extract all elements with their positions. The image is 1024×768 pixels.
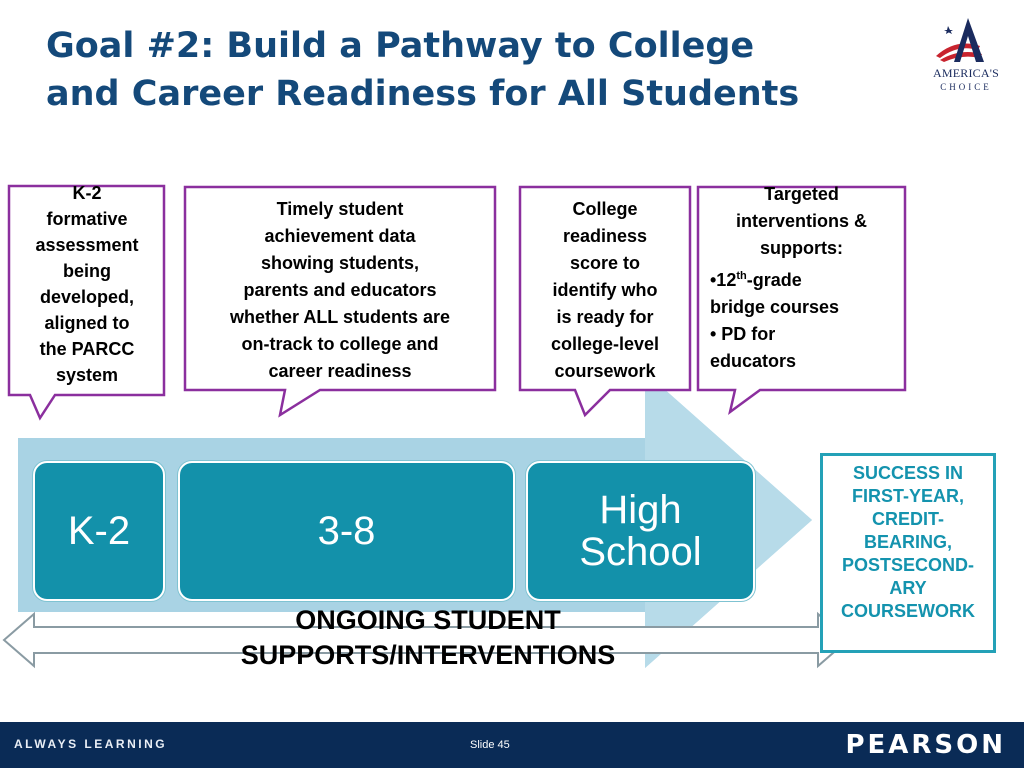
callout-line: the PARCC [39, 339, 135, 359]
pearson-logo: PEARSON [845, 730, 1006, 760]
success-line: SUCCESS IN [852, 463, 964, 483]
bullet-item: educators [710, 351, 797, 371]
phase-label: K-2 [67, 509, 131, 553]
success-box [820, 453, 996, 653]
callout-line: coursework [554, 361, 656, 381]
phase-k2 [33, 461, 165, 601]
callout-line: assessment [35, 235, 139, 255]
callout-heading-line: supports: [760, 238, 843, 258]
ongoing-supports-label [150, 603, 706, 673]
slide-title-line: Goal #2: Build a Pathway to College [46, 26, 755, 66]
callout-line: whether ALL students are [229, 307, 451, 327]
ongoing-line: ONGOING STUDENT [295, 605, 561, 635]
logo-subtext: CHOICE [940, 82, 992, 92]
callout-line: achievement data [264, 226, 416, 246]
bullet-text: •12 [710, 270, 737, 290]
success-line: POSTSECOND- [841, 555, 974, 575]
bullet-item: • PD for [710, 324, 776, 344]
callout-line: developed, [39, 287, 135, 307]
success-line: FIRST-YEAR, [851, 486, 964, 506]
phase-label: High [599, 488, 682, 532]
callout-line: system [55, 365, 119, 385]
footer-bar [0, 722, 1024, 768]
success-line: BEARING, [863, 532, 952, 552]
callout-line: College [572, 199, 638, 219]
callout-line: readiness [562, 226, 648, 246]
callout-k2-text [12, 180, 162, 388]
callout-line: parents and educators [243, 280, 437, 300]
phase-label: 3-8 [317, 509, 376, 553]
callout-high-school-text [522, 196, 688, 385]
success-line: ARY [889, 578, 927, 598]
footer-tagline: ALWAYS LEARNING [14, 737, 168, 751]
callout-line: identify who [552, 280, 658, 300]
callout-line: is ready for [556, 307, 654, 327]
slide-number: Slide 45 [470, 739, 510, 751]
callout-line: score to [569, 253, 641, 273]
success-line: COURSEWORK [841, 601, 975, 621]
callout-heading-line: interventions & [735, 211, 868, 231]
callout-line: showing students, [260, 253, 419, 273]
callout-interventions-bullets [710, 263, 900, 375]
callout-interventions-text [700, 181, 903, 262]
callout-line: on-track to college and [241, 334, 439, 354]
callout-line: aligned to [44, 313, 130, 333]
phase-label: School [579, 530, 702, 574]
callout-line: K-2 [72, 183, 102, 203]
callout-line: being [63, 261, 111, 281]
bullet-item: bridge courses [710, 297, 840, 317]
callout-line: formative [46, 209, 128, 229]
callout-line: Timely student [276, 199, 404, 219]
callout-3-8-text [187, 196, 493, 385]
ongoing-line: SUPPORTS/INTERVENTIONS [240, 640, 616, 670]
bullet-text: -grade [746, 270, 802, 290]
phase-high-school [526, 461, 755, 601]
callout-line: college-level [550, 334, 660, 354]
logo-text: AMERICA'S [933, 66, 999, 80]
bullet-item [710, 263, 900, 294]
success-line: CREDIT- [872, 509, 944, 529]
callout-heading-line: Targeted [764, 184, 839, 204]
bullet-superscript: th [736, 270, 747, 282]
phase-3-8 [178, 461, 515, 601]
slide-title-line: and Career Readiness for All Students [46, 74, 800, 114]
callout-line: career readiness [268, 361, 412, 381]
